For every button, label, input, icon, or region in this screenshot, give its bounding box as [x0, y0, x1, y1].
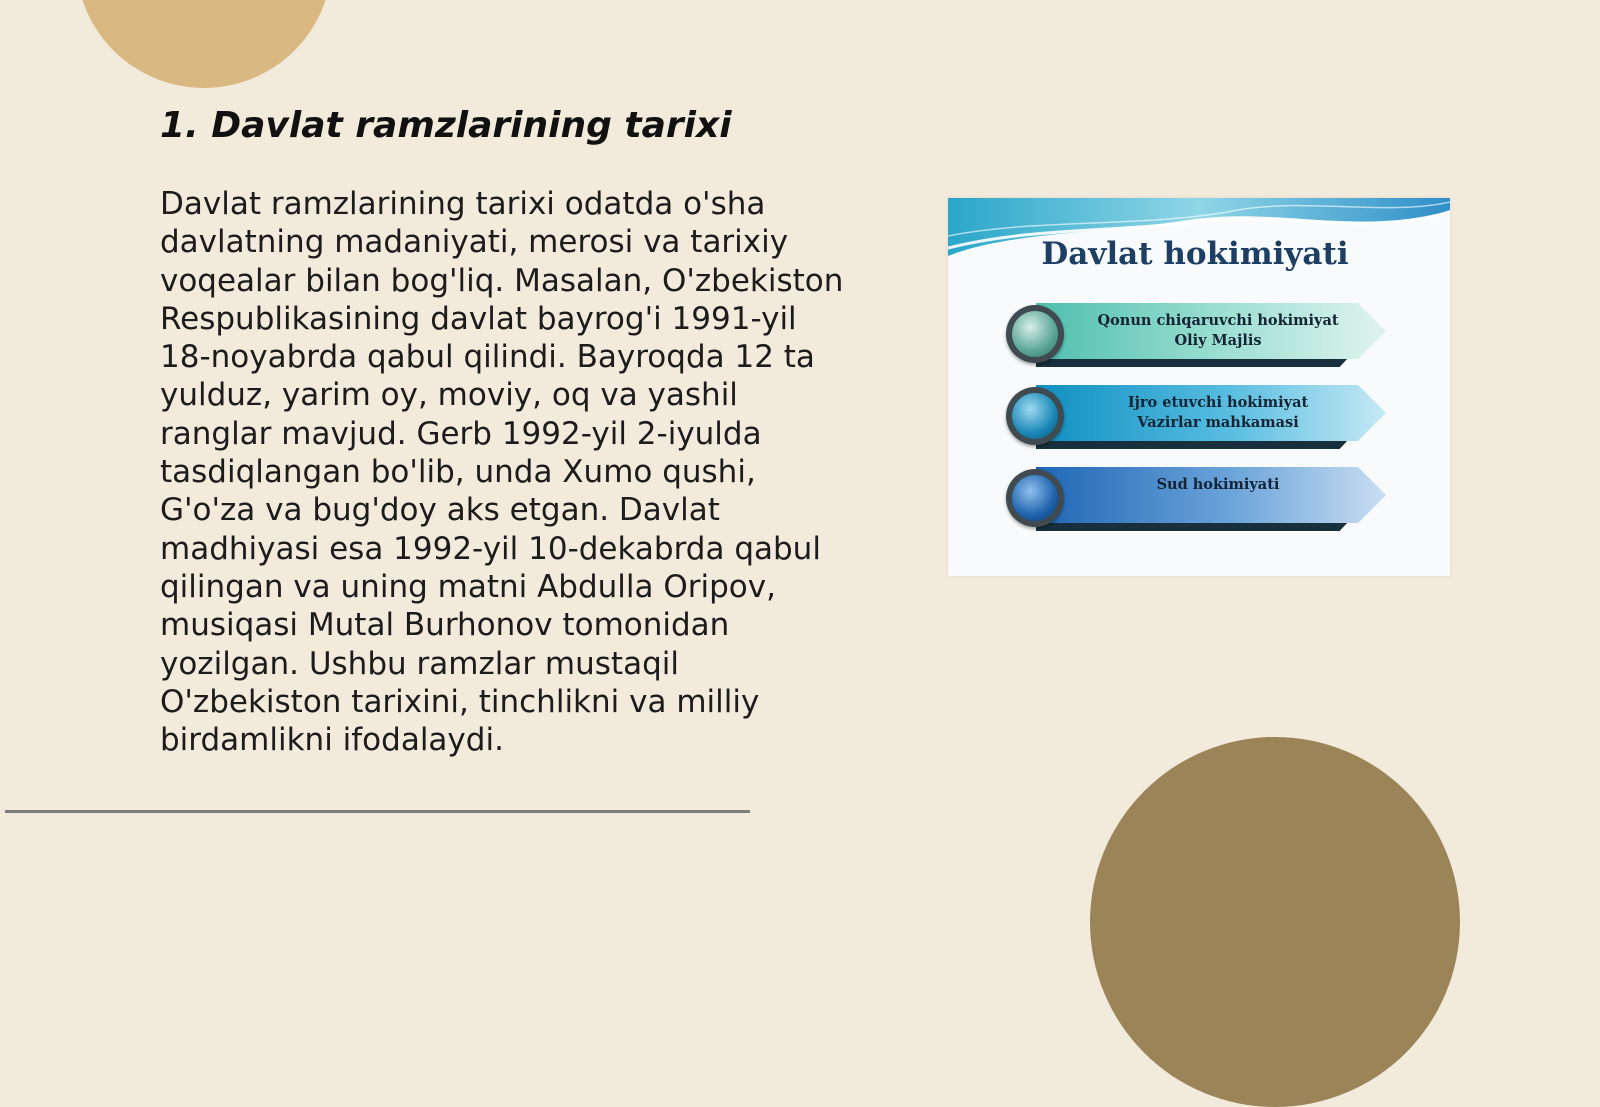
circle-bullet-icon	[1006, 387, 1064, 445]
decorative-circle-bottom	[1090, 737, 1460, 1107]
diagram-item-label-line1: Sud hokimiyati	[1156, 476, 1280, 493]
circle-bullet-icon	[1006, 305, 1064, 363]
decorative-circle-top	[76, 0, 332, 88]
diagram-item-legislative	[1006, 303, 1388, 367]
diagram-item-label	[1078, 389, 1358, 437]
diagram-item-label-line1: Ijro etuvchi hokimiyat	[1127, 394, 1309, 411]
slide-heading: 1. Davlat ramzlarining tarixi	[160, 105, 732, 146]
diagram-item-executive	[1006, 385, 1388, 449]
diagram-item-label-line2: Oliy Majlis	[1174, 332, 1262, 349]
slide-body-text: Davlat ramzlarining tarixi odatda o'sha davlatning madaniyati, merosi va tarixiy voqealar bilan bog'liq. Masalan, O'zbekiston Respublikasining davlat bayrog'i 1991-yil 18-noyabrda qabul qilindi. Bayroqda 12 ta yulduz, yarim oy, moviy, oq va yashil ranglar mavjud. Gerb 1992-yil 2-iyulda tasdiqlangan bo'lib, unda Xumo qushi, G'o'za va bug'doy aks etgan. Davlat madhiyasi esa 1992-yil 10-dekabrda qabul qilingan va uning matni Abdulla Oripov, musiqasi Mutal Burhonov tomonidan yozilgan. Ushbu ramzlar mustaqil O'zbekiston tarixini, tinchlikni va milliy birdamlikni ifodalaydi.	[160, 186, 844, 759]
diagram-item-label-line2: Vazirlar mahkamasi	[1137, 414, 1299, 431]
divider-line	[5, 810, 750, 813]
circle-bullet-icon	[1006, 469, 1064, 527]
diagram-item-judicial	[1006, 467, 1388, 531]
diagram-item-label-line1: Qonun chiqaruvchi hokimiyat	[1097, 312, 1339, 329]
diagram-item-label	[1078, 471, 1358, 523]
diagram-item-label	[1078, 307, 1358, 355]
diagram-title: Davlat hokimiyati	[1041, 236, 1349, 272]
